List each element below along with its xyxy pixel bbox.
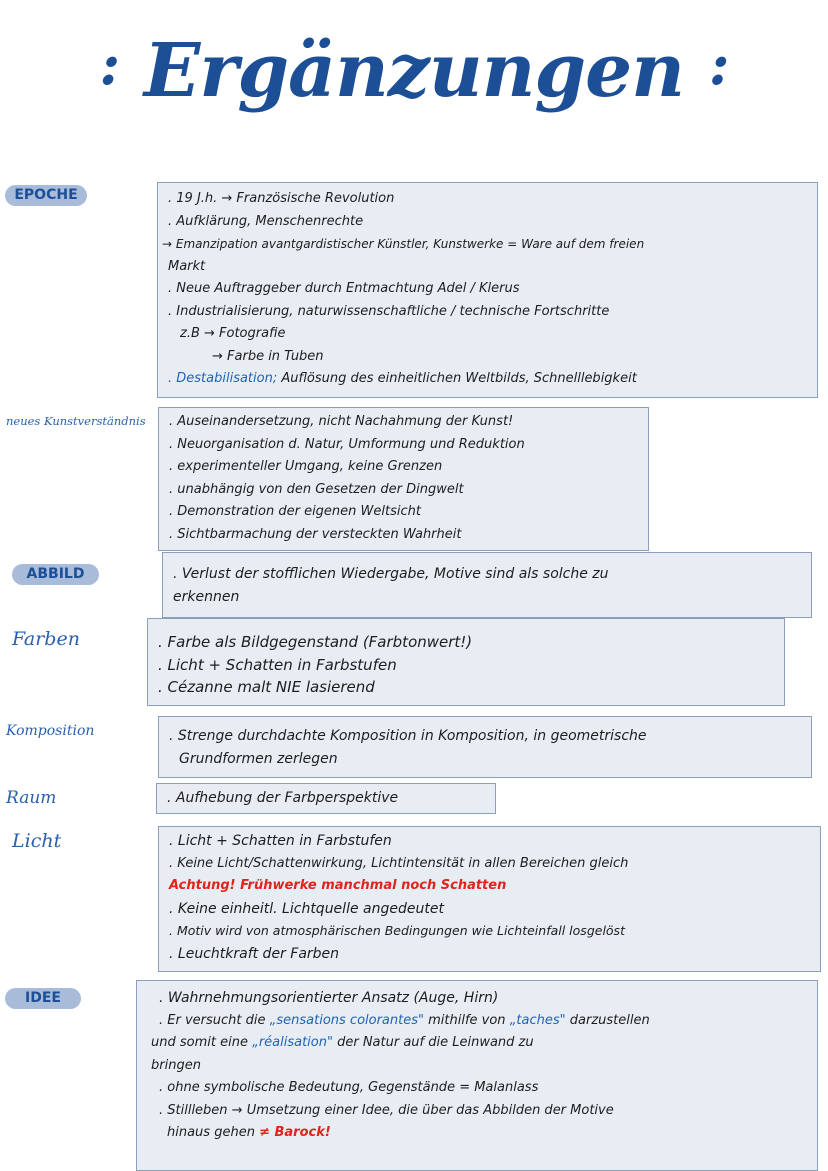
label-raum: Raum bbox=[6, 788, 57, 808]
idee-line-2 bbox=[159, 1010, 807, 1033]
idee-line-1: . Wahrnehmungsorientierter Ansatz (Auge, Hirn) bbox=[159, 990, 499, 1006]
box-farben bbox=[147, 618, 785, 706]
licht-line-5: . Leuchtkraft der Farben bbox=[169, 945, 340, 962]
box-licht bbox=[158, 826, 821, 972]
title-dots-left: : bbox=[99, 32, 120, 98]
epoche-line-6: . Industrialisierung, naturwissenschaftliche / technische Fortschritte bbox=[168, 303, 610, 319]
epoche-line-9 bbox=[168, 368, 807, 391]
kunst-line-1: . Auseinandersetzung, nicht Nachahmung der Kunst! bbox=[169, 414, 514, 429]
label-farben: Farben bbox=[12, 628, 80, 650]
label-komposition: Komposition bbox=[6, 723, 95, 739]
idee-line-3a: und somit eine bbox=[151, 1035, 253, 1050]
licht-warning: Achtung! Frühwerke manchmal noch Schatten bbox=[169, 878, 507, 893]
kunst-line-4: . unabhängig von den Gesetzen der Dingwelt bbox=[169, 481, 464, 497]
box-komposition bbox=[158, 716, 812, 778]
komposition-line-2: Grundformen zerlegen bbox=[179, 750, 338, 767]
box-epoche bbox=[157, 182, 818, 398]
idee-line-5: . ohne symbolische Bedeutung, Gegenstände = Malanlass bbox=[159, 1080, 539, 1095]
farben-line-3: . Cézanne malt NIE lasierend bbox=[158, 678, 375, 696]
idee-line-6: . Stillleben → Umsetzung einer Idee, die über das Abbilden der Motive bbox=[159, 1102, 614, 1118]
label-idee: IDEE bbox=[5, 988, 81, 1009]
farben-line-1: . Farbe als Bildgegenstand (Farbtonwert!) bbox=[158, 633, 473, 651]
licht-line-1: . Licht + Schatten in Farbstufen bbox=[169, 833, 392, 849]
label-licht: Licht bbox=[12, 830, 62, 852]
kunst-line-6: . Sichtbarmachung der versteckten Wahrheit bbox=[169, 526, 462, 542]
page-title bbox=[0, 28, 828, 114]
sensations-colorantes: „sensations colorantes" bbox=[269, 1012, 424, 1028]
destabilisation-key: . Destabilisation; bbox=[168, 371, 278, 386]
label-epoche: EPOCHE bbox=[5, 185, 87, 206]
realisation: „réalisation" bbox=[252, 1035, 333, 1050]
label-kunstverstaendnis: neues Kunstverständnis bbox=[6, 414, 146, 428]
abbild-line-1: . Verlust der stofflichen Wiedergabe, Motive sind als solche zu bbox=[173, 566, 609, 582]
epoche-line-7: z.B → Fotografie bbox=[180, 326, 286, 341]
box-idee bbox=[136, 980, 818, 1171]
kunst-line-5: . Demonstration der eigenen Weltsicht bbox=[169, 504, 421, 519]
licht-line-4: . Motiv wird von atmosphärischen Bedingungen wie Lichteinfall losgelöst bbox=[169, 923, 625, 938]
farben-line-2: . Licht + Schatten in Farbstufen bbox=[158, 655, 397, 674]
idee-line-7a: hinaus gehen bbox=[167, 1125, 260, 1140]
licht-line-2: . Keine Licht/Schattenwirkung, Lichtintensität in allen Bereichen gleich bbox=[169, 855, 629, 871]
idee-line-3 bbox=[151, 1032, 807, 1055]
epoche-line-4: Markt bbox=[168, 258, 206, 274]
idee-line-2c: darzustellen bbox=[565, 1012, 650, 1028]
raum-line-1: . Aufhebung der Farbperspektive bbox=[167, 790, 399, 806]
taches: „taches" bbox=[509, 1012, 566, 1028]
title-text: Ergänzungen bbox=[143, 28, 685, 114]
epoche-line-2: . Aufklärung, Menschenrechte bbox=[168, 213, 364, 229]
epoche-line-3: → Emanzipation avantgardistischer Künstler, Kunstwerke = Ware auf dem freien bbox=[162, 237, 645, 251]
title-dots-right: : bbox=[708, 32, 729, 98]
not-baroque: ≠ Barock! bbox=[259, 1125, 331, 1140]
idee-line-7 bbox=[159, 1122, 807, 1145]
idee-line-3b: der Natur auf die Leinwand zu bbox=[332, 1035, 534, 1050]
epoche-line-1: . 19 J.h. → Französische Revolution bbox=[168, 191, 395, 206]
komposition-line-1: . Strenge durchdachte Komposition in Komposition, in geometrische bbox=[169, 728, 647, 744]
label-abbild: ABBILD bbox=[12, 564, 99, 585]
box-raum bbox=[156, 783, 496, 814]
box-abbild bbox=[162, 552, 812, 618]
epoche-line-8: → Farbe in Tuben bbox=[212, 348, 324, 364]
box-kunstverstaendnis bbox=[158, 407, 649, 551]
idee-line-2b: mithilfe von bbox=[423, 1012, 510, 1028]
idee-line-2a: . Er versucht die bbox=[159, 1012, 270, 1028]
abbild-line-2: erkennen bbox=[173, 588, 240, 605]
idee-line-4: bringen bbox=[151, 1057, 201, 1073]
licht-line-3: . Keine einheitl. Lichtquelle angedeutet bbox=[169, 900, 444, 917]
kunst-line-3: . experimenteller Umgang, keine Grenzen bbox=[169, 459, 443, 474]
epoche-line-5: . Neue Auftraggeber durch Entmachtung Adel / Klerus bbox=[168, 281, 520, 296]
destabilisation-rest: Auflösung des einheitlichen Weltbilds, Schnelllebigkeit bbox=[277, 371, 637, 386]
kunst-line-2: . Neuorganisation d. Natur, Umformung und Reduktion bbox=[169, 436, 525, 452]
